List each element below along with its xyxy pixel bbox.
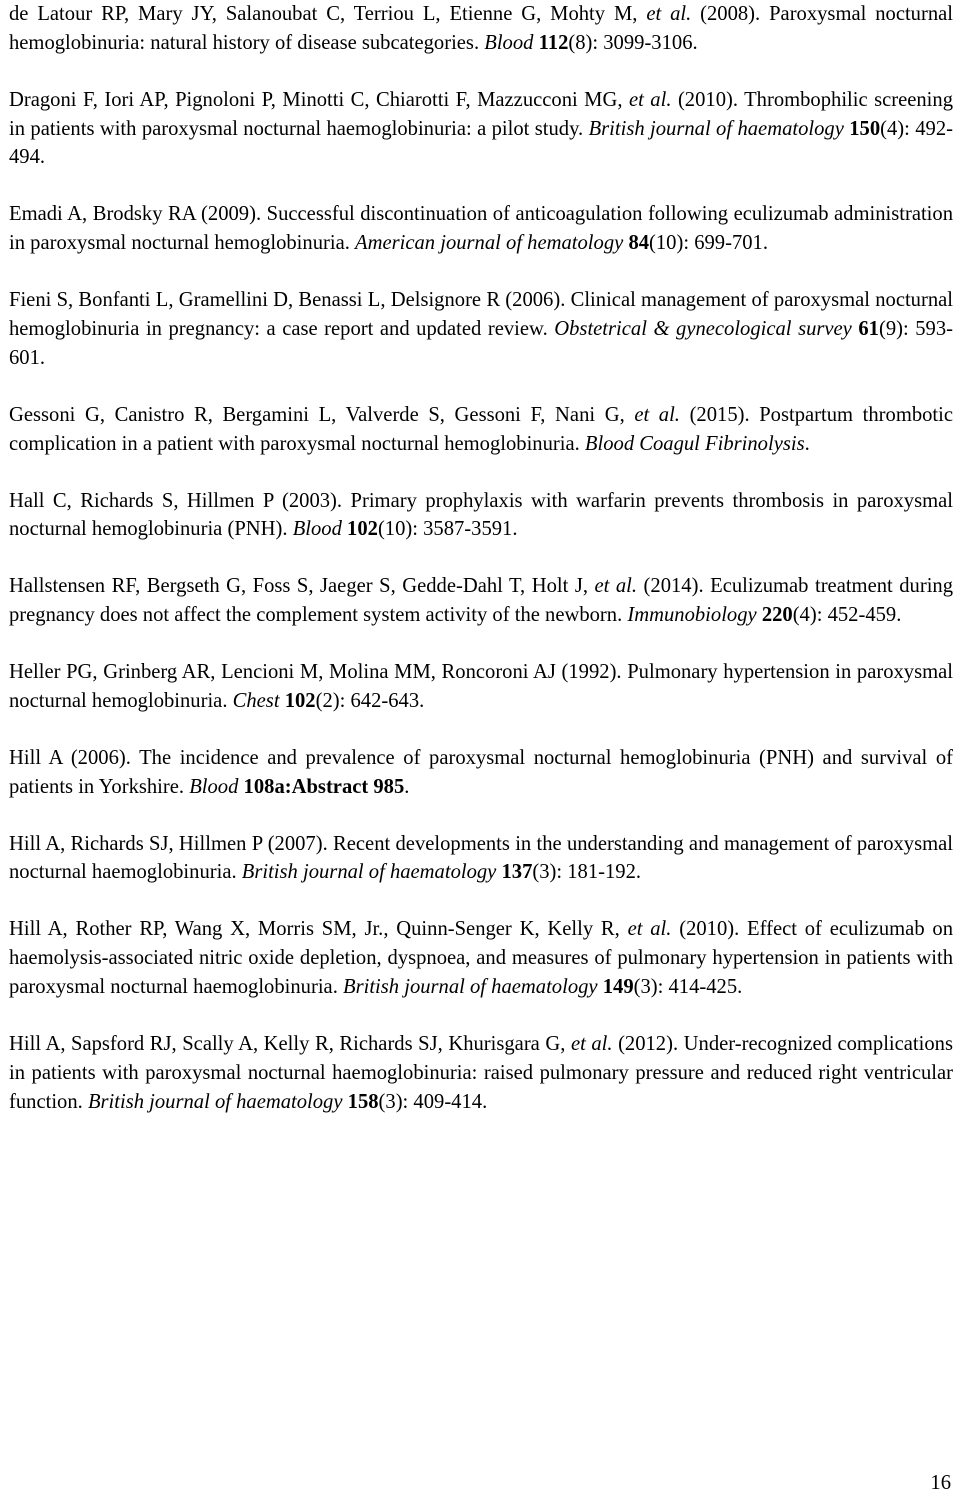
ref-title: Recent developments in the understanding and management of paroxysmal nocturnal haemoglobinuria. (9, 832, 953, 884)
ref-issue: (3): (378, 1090, 409, 1113)
reference-item (9, 86, 953, 172)
ref-issue: (3): (532, 861, 563, 884)
ref-authors: de Latour RP, Mary JY, Salanoubat C, Terriou L, Etienne G, Mohty M, (9, 3, 647, 25)
page-number: 16 (930, 1472, 951, 1494)
ref-etal: et al. (634, 403, 680, 426)
ref-journal: British journal of haematology (87, 1090, 343, 1113)
ref-volume: 158 (347, 1090, 379, 1113)
ref-issue: (3): (633, 976, 664, 998)
ref-authors: Fieni S, Bonfanti L, Gramellini D, Benassi L, Delsignore R (2006). (9, 289, 566, 312)
ref-title: Clinical management of paroxysmal nocturnal hemoglobinuria in pregnancy: a case report and updated review. (9, 289, 953, 340)
ref-etal: et al. (646, 3, 692, 25)
ref-year: (2008). (691, 3, 761, 25)
ref-year: (2012). (612, 1032, 679, 1055)
ref-etal: et al. (594, 575, 638, 598)
ref-year: (2014). (637, 575, 704, 598)
ref-issue: (4): (880, 117, 910, 140)
ref-journal: Immunobiology (627, 604, 757, 627)
ref-volume: 149 (602, 976, 634, 998)
reference-item (9, 572, 953, 630)
ref-journal: American journal of hematology (355, 232, 624, 255)
ref-volume: 137 (501, 861, 533, 884)
ref-volume: 220 (761, 604, 793, 627)
ref-authors: Gessoni G, Canistro R, Bergamini L, Valverde S, Gessoni F, Nani G, (9, 403, 635, 426)
ref-volume: 84 (628, 232, 650, 255)
ref-issue: (10): (649, 232, 690, 255)
reference-item (9, 286, 953, 372)
ref-title: Eculizumab treatment during pregnancy does not affect the complement system activity of the newborn. (9, 575, 954, 627)
ref-title: Effect of eculizumab on haemolysis-associated nitric oxide depletion, dyspnoea, and measures of pulmonary hypertension in patients with paroxysmal nocturnal haemoglobinuria. (9, 918, 953, 998)
ref-volume: 102 (347, 518, 378, 541)
ref-issue: (10): (377, 518, 418, 541)
ref-journal: British journal of haematology (588, 117, 844, 140)
ref-volume: 112 (538, 31, 569, 54)
ref-journal: Obstetrical & gynecological survey (554, 317, 852, 340)
reference-item (9, 401, 953, 459)
ref-journal: Chest (232, 689, 280, 712)
ref-authors: Hill A (2006). (9, 746, 131, 769)
ref-title: Under-recognized complications in patients with paroxysmal nocturnal haemoglobinuria: raised pulmonary pressure and reduced right ventricular function. (9, 1032, 953, 1113)
ref-pages: 3587-3591. (417, 518, 518, 541)
ref-pages: 3099-3106. (598, 31, 698, 54)
ref-journal: Blood (189, 775, 239, 798)
ref-volume: 102 (284, 689, 316, 712)
ref-journal: British journal of haematology (241, 861, 497, 884)
ref-issue: (2): (315, 689, 346, 712)
ref-volume: 150 (849, 117, 881, 140)
ref-tail: . (404, 775, 410, 798)
ref-title: Pulmonary hypertension in paroxysmal nocturnal hemoglobinuria. (9, 661, 953, 712)
ref-title: The incidence and prevalence of paroxysmal nocturnal hemoglobinuria (PNH) and survival of patients in Yorkshire. (9, 746, 953, 798)
ref-pages: 452-459. (822, 604, 902, 627)
ref-issue: (9): (878, 317, 909, 340)
ref-authors: Hill A, Sapsford RJ, Scally A, Kelly R, Richards SJ, Khurisgara G, (9, 1032, 571, 1055)
ref-journal: British journal of haematology (343, 976, 598, 998)
reference-item (9, 200, 953, 258)
ref-volume: 108a:Abstract 985 (238, 775, 405, 798)
ref-pages: 699-701. (689, 232, 768, 255)
ref-pages: 181-192. (562, 861, 642, 884)
ref-pages: 409-414. (408, 1090, 488, 1113)
reference-item (9, 658, 953, 716)
reference-item (9, 487, 953, 545)
ref-journal: Blood (484, 31, 534, 54)
reference-item (9, 1030, 953, 1116)
reference-list (9, 0, 953, 1145)
ref-authors: Hill A, Richards SJ, Hillmen P (2007). (9, 832, 328, 855)
ref-journal: Blood (292, 518, 342, 541)
ref-authors: Heller PG, Grinberg AR, Lencioni M, Molina MM, Roncoroni AJ (1992). (9, 661, 622, 684)
reference-item (9, 915, 953, 1001)
reference-item (9, 0, 953, 58)
ref-authors: Hall C, Richards S, Hillmen P (2003). (9, 489, 343, 512)
ref-authors: Dragoni F, Iori AP, Pignoloni P, Minotti C, Chiarotti F, Mazzucconi MG, (9, 88, 629, 111)
ref-journal: Blood Coagul Fibrinolysis (584, 432, 805, 455)
ref-title: Thrombophilic screening in patients with paroxysmal nocturnal haemoglobinuria: a pilot study. (9, 88, 953, 140)
ref-year: (2010). (671, 918, 740, 941)
ref-pages: 642-643. (345, 689, 425, 712)
ref-etal: et al. (627, 918, 672, 941)
reference-item (9, 830, 953, 888)
reference-item (9, 744, 953, 802)
ref-pages: 593-601. (9, 317, 953, 369)
ref-title: Postpartum thrombotic complication in a patient with paroxysmal nocturnal hemoglobinuria. (9, 403, 954, 455)
ref-title: Successful discontinuation of anticoagulation following eculizumab administration in paroxysmal nocturnal hemoglobinuria. (9, 203, 953, 255)
ref-pages: 414-425. (663, 976, 743, 998)
ref-etal: et al. (570, 1032, 613, 1055)
ref-title: Paroxysmal nocturnal hemoglobinuria: natural history of disease subcategories. (9, 3, 953, 54)
ref-etal: et al. (628, 88, 672, 111)
ref-authors: Hallstensen RF, Bergseth G, Foss S, Jaeger S, Gedde-Dahl T, Holt J, (9, 575, 595, 598)
ref-authors: Emadi A, Brodsky RA (2009). (9, 203, 262, 226)
ref-issue: (4): (792, 604, 823, 627)
ref-title: Primary prophylaxis with warfarin prevents thrombosis in paroxysmal nocturnal hemoglobinuria (PNH). (9, 489, 953, 541)
ref-year: (2015). (679, 403, 750, 426)
ref-year: (2010). (671, 88, 738, 111)
ref-volume: 61 (858, 317, 879, 340)
ref-tail: . (804, 432, 810, 455)
ref-pages: 492-494. (9, 117, 953, 169)
ref-authors: Hill A, Rother RP, Wang X, Morris SM, Jr., Quinn-Senger K, Kelly R, (9, 918, 628, 941)
ref-issue: (8): (568, 31, 599, 54)
